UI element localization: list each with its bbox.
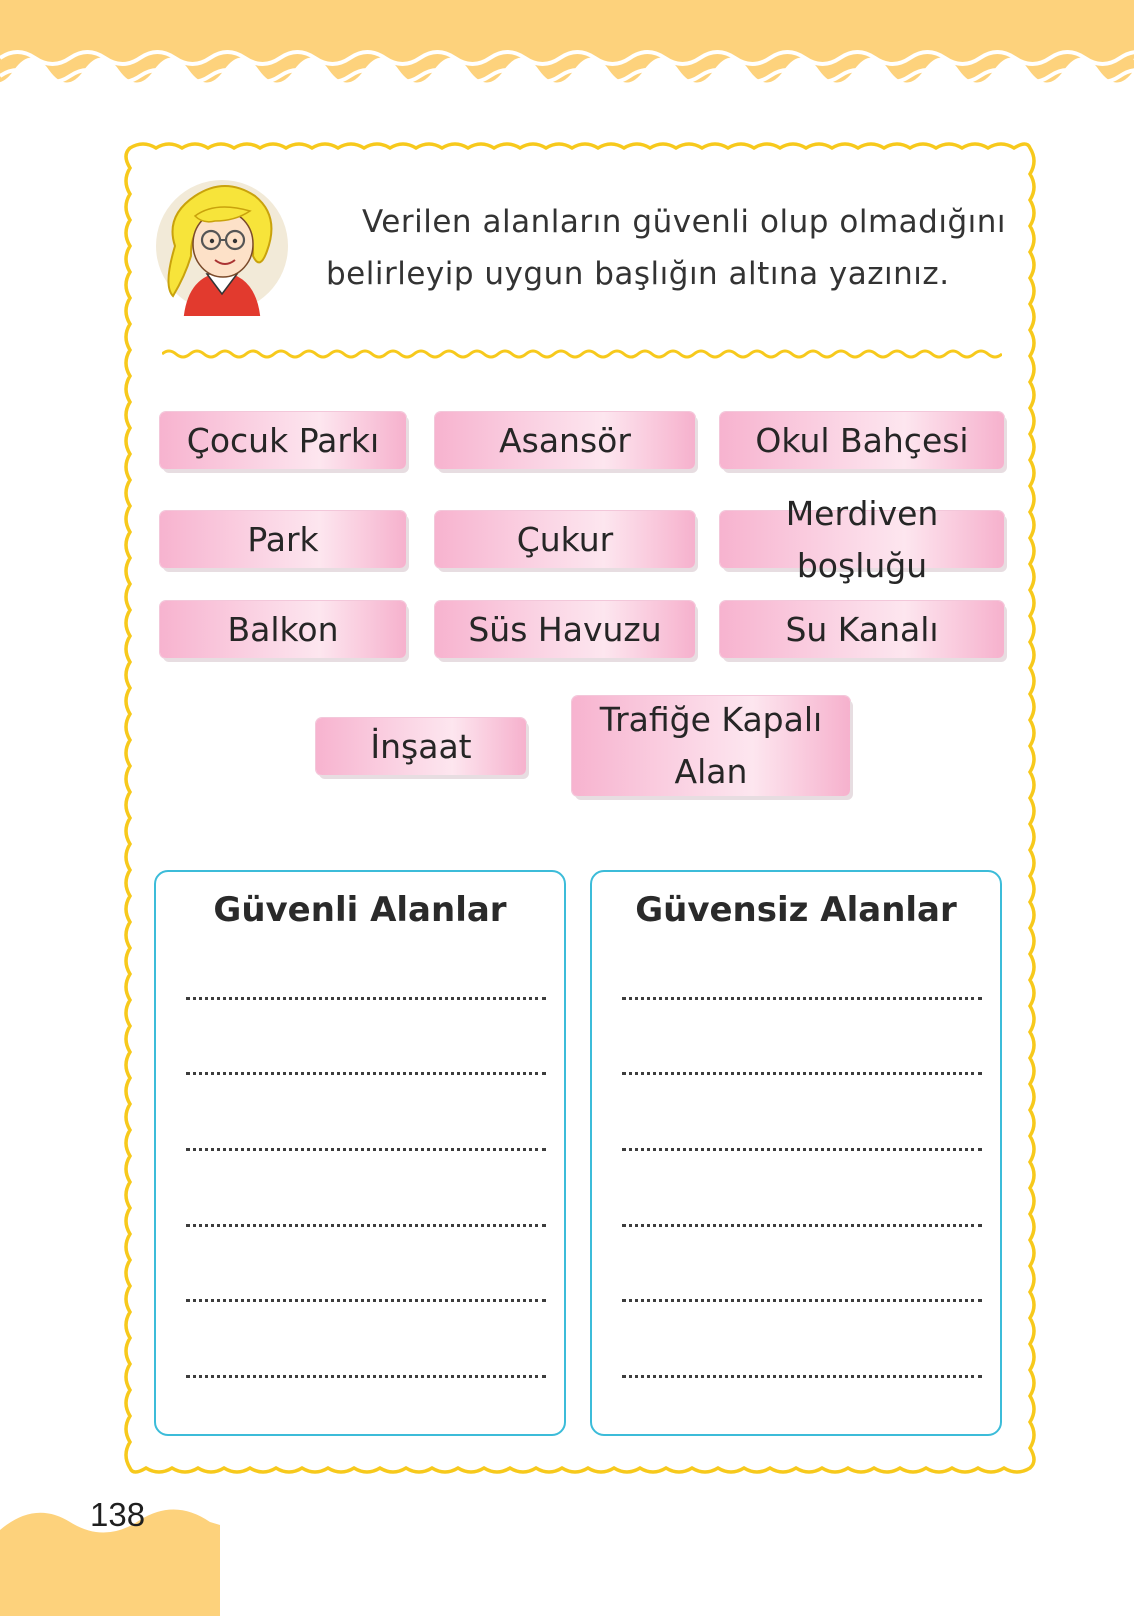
instruction-text: Verilen alanların güvenli olup olmadığını belirleyip uygun başlığın altına yazınız. [326,204,1006,292]
answer-line[interactable] [186,1072,546,1075]
answer-line[interactable] [622,1375,982,1378]
answer-line[interactable] [622,997,982,1000]
answer-line[interactable] [622,1224,982,1227]
word-card-cukur[interactable]: Çukur [435,511,695,568]
girl-with-glasses-illustration [155,176,290,316]
page-number: 138 [90,1496,146,1533]
word-card-cocuk-parki[interactable]: Çocuk Parkı [160,412,406,469]
answer-line[interactable] [186,1375,546,1378]
top-wave-band [0,0,1134,110]
word-card-su-kanali[interactable]: Su Kanalı [720,601,1004,658]
word-card-trafige-kapali-alan[interactable]: Trafiğe Kapalı Alan [572,696,850,796]
answer-line[interactable] [186,1299,546,1302]
answer-line[interactable] [622,1072,982,1075]
safe-areas-title: Güvenli Alanlar [213,890,507,930]
word-card-insaat[interactable]: İnşaat [316,718,526,775]
safe-areas-box [154,870,566,1436]
answer-line[interactable] [186,997,546,1000]
unsafe-areas-box [590,870,1002,1436]
word-card-asansor[interactable]: Asansör [435,412,695,469]
answer-line[interactable] [622,1148,982,1151]
word-card-sus-havuzu[interactable]: Süs Havuzu [435,601,695,658]
word-card-park[interactable]: Park [160,511,406,568]
answer-line[interactable] [622,1299,982,1302]
word-card-okul-bahcesi[interactable]: Okul Bahçesi [720,412,1004,469]
word-card-balkon[interactable]: Balkon [160,601,406,658]
answer-line[interactable] [186,1148,546,1151]
answer-line[interactable] [186,1224,546,1227]
word-card-merdiven-boslugu[interactable]: Merdiven boşluğu [720,511,1004,568]
wavy-divider [162,344,1002,364]
unsafe-areas-title: Güvensiz Alanlar [635,890,957,930]
